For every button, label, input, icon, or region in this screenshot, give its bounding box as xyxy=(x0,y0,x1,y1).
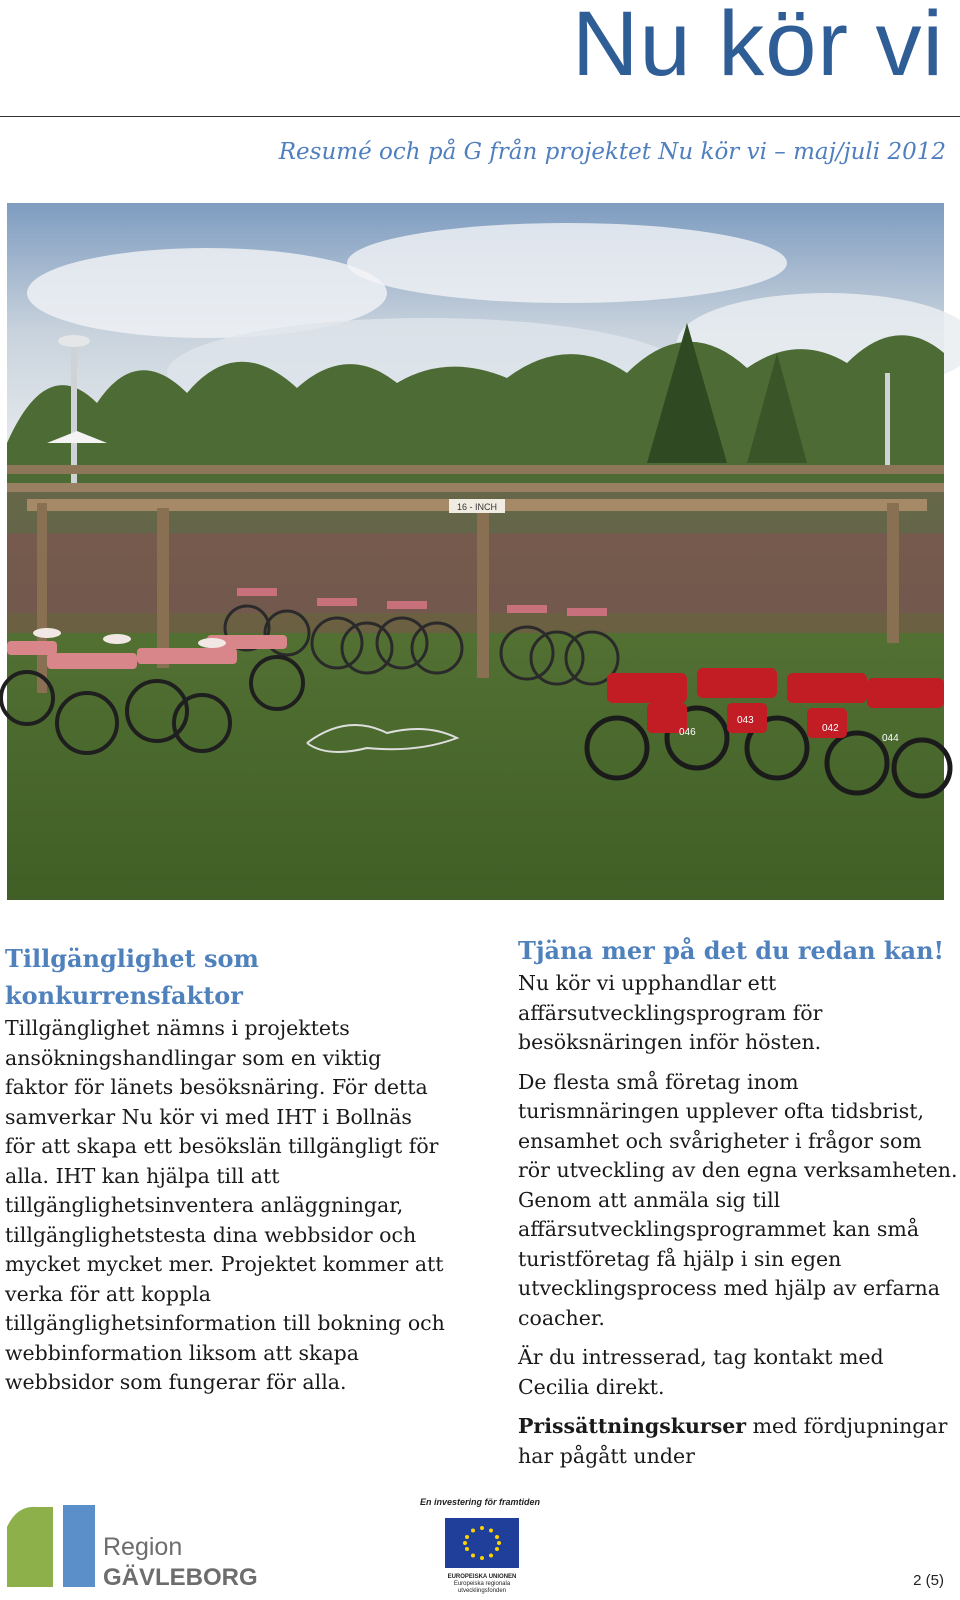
bicycle-parking-photo xyxy=(7,203,944,900)
earn-more-para-2: De flesta små företag inom turismnäringen upplever ofta tidsbrist, ensamhet och svårigheter i frågor som rör utveckling av den egna verksamheten. Genom att anmäla sig till affärsutvecklingsprogrammet kan små turistföretag få hjälp i sin egen utvecklingsprocess med hjälp av erfarna coacher. xyxy=(518,1069,958,1330)
earn-more-para-1: Nu kör vi upphandlar ett affärsutvecklingsprogram för besöksnäringen inför hösten. xyxy=(518,971,823,1054)
bike-tag-4: 044 xyxy=(882,733,899,744)
eu-label-2: Europeiska regionala xyxy=(453,1581,511,1587)
document-subtitle: Resumé och på G från projektet Nu kör vi – maj/juli 2012 xyxy=(278,139,946,165)
accessibility-heading-line1: Tillgänglighet som xyxy=(5,944,259,973)
right-column xyxy=(518,932,958,1481)
logo-gavleborg-text: GÄVLEBORG xyxy=(103,1564,258,1591)
pricing-courses-rest: med fördjupningar har pågått under xyxy=(518,1414,948,1468)
eu-label-3: utvecklingsfonden xyxy=(457,1588,507,1594)
bike-tag-3: 042 xyxy=(822,723,839,734)
accessibility-body: Tillgänglighet nämns i projektets ansökningshandlingar som en viktig faktor för länets besöksnäring. För detta samverkar Nu kör vi med IHT i Bollnäs för att skapa ett besökslän tillgängligt för alla. IHT kan hjälpa till att tillgänglighetsinventera anläggningar, tillgänglighetstesta dina webbsidor och mycket mycket mer. Projektet kommer att verka för att koppla tillgänglighetsinformation till bokning och webbinformation liksom att skapa webbsidor som fungerar för alla. xyxy=(5,1016,445,1394)
title-divider xyxy=(0,116,960,117)
document-title: Nu kör vi xyxy=(572,0,944,95)
bike-tag-1: 043 xyxy=(737,715,754,726)
eu-emblem xyxy=(420,1496,550,1596)
pricing-courses-bold: Prissättningskurser xyxy=(518,1414,747,1438)
eu-label-1: EUROPEISKA UNIONEN xyxy=(447,1574,517,1580)
page-number: 2 (5) xyxy=(913,1572,944,1589)
accessibility-heading-line2: konkurrensfaktor xyxy=(5,981,243,1010)
earn-more-para-3: Är du intresserad, tag kontakt med Cecilia direkt. xyxy=(518,1345,884,1399)
eu-tagline: En investering för framtiden xyxy=(420,1497,541,1507)
photo-sign-text: 16 - INCH xyxy=(456,502,498,512)
left-column xyxy=(5,940,445,1408)
pricing-courses-para xyxy=(518,1412,958,1471)
region-gavleborg-logo xyxy=(7,1497,258,1593)
accessibility-heading xyxy=(5,940,445,1014)
logo-region-text: Region xyxy=(103,1533,183,1561)
bike-tag-2: 046 xyxy=(679,727,696,738)
earn-more-heading: Tjäna mer på det du redan kan! xyxy=(518,936,945,965)
